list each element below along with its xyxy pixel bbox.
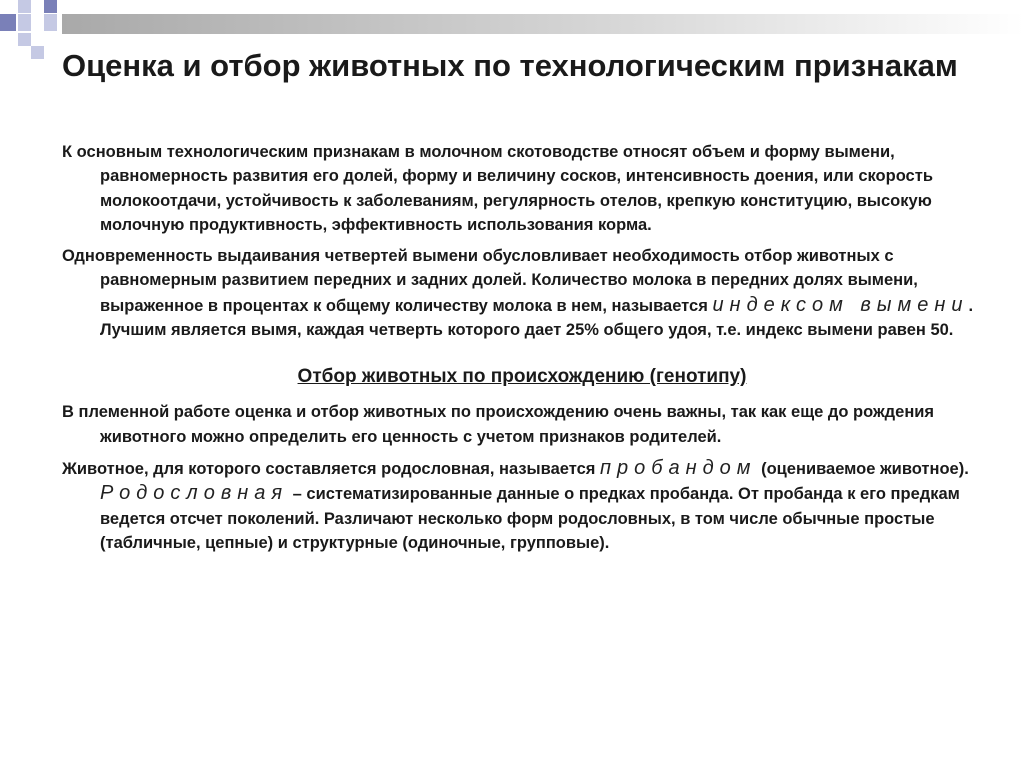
paragraph-pedigree: Животное, для которого составляется родословная, называется пробандом (оцениваемое животное). Родословная – систематизированные данные о предках пробанда. От пробанда к его предкам ведется отсчет поколений. Различают несколько форм родословных, в том числе обычные простые (табличные, цепные) и структурные (одиночные, групповые). [62,456,969,552]
paragraph-udder-index: Одновременность выдаивания четвертей вымени обусловливает необходимость отбор животных с равномерным развитием передних и задних долей. Количество молока в передних долях вымени, выраженное в процентах к общему количеству молока в нем, называется индексом вымени. Лучшим является вымя, каждая четверть которого дает 25% общего удоя, т.е. индекс вымени равен 50. [62,247,974,340]
title-bar [62,14,1024,34]
section-heading: Отбор животных по происхождению (генотипу) [297,366,747,388]
term-pedigree: Родословная [100,482,289,505]
paragraph-origin-selection: В племенной работе оценка и отбор животных по происхождению очень важны, так как еще до рождения животного можно определить его ценность с учетом признаков родителей. [62,403,935,446]
deco-square [18,33,31,46]
term-proband: пробандом [599,456,757,479]
slide-title: Оценка и отбор животных по технологическим признакам [62,48,958,83]
deco-square [31,46,44,59]
term-udder-index: индексом вымени [712,293,969,316]
slide-body [62,140,982,562]
deco-square [18,0,31,13]
paragraph-technological-traits: К основным технологическим признакам в молочном скотоводстве относят объем и форму вымени, равномерность развития его долей, форму и величину сосков, интенсивность доения, или скорость молокоотдачи, устойчивость к заболеваниям, регулярность отелов, крепкую конституцию, высокую молочную продуктивность, эффективность использования корма. [62,143,933,234]
deco-square [44,14,57,31]
deco-square [44,0,57,13]
deco-square [18,14,31,31]
deco-square [0,14,16,31]
